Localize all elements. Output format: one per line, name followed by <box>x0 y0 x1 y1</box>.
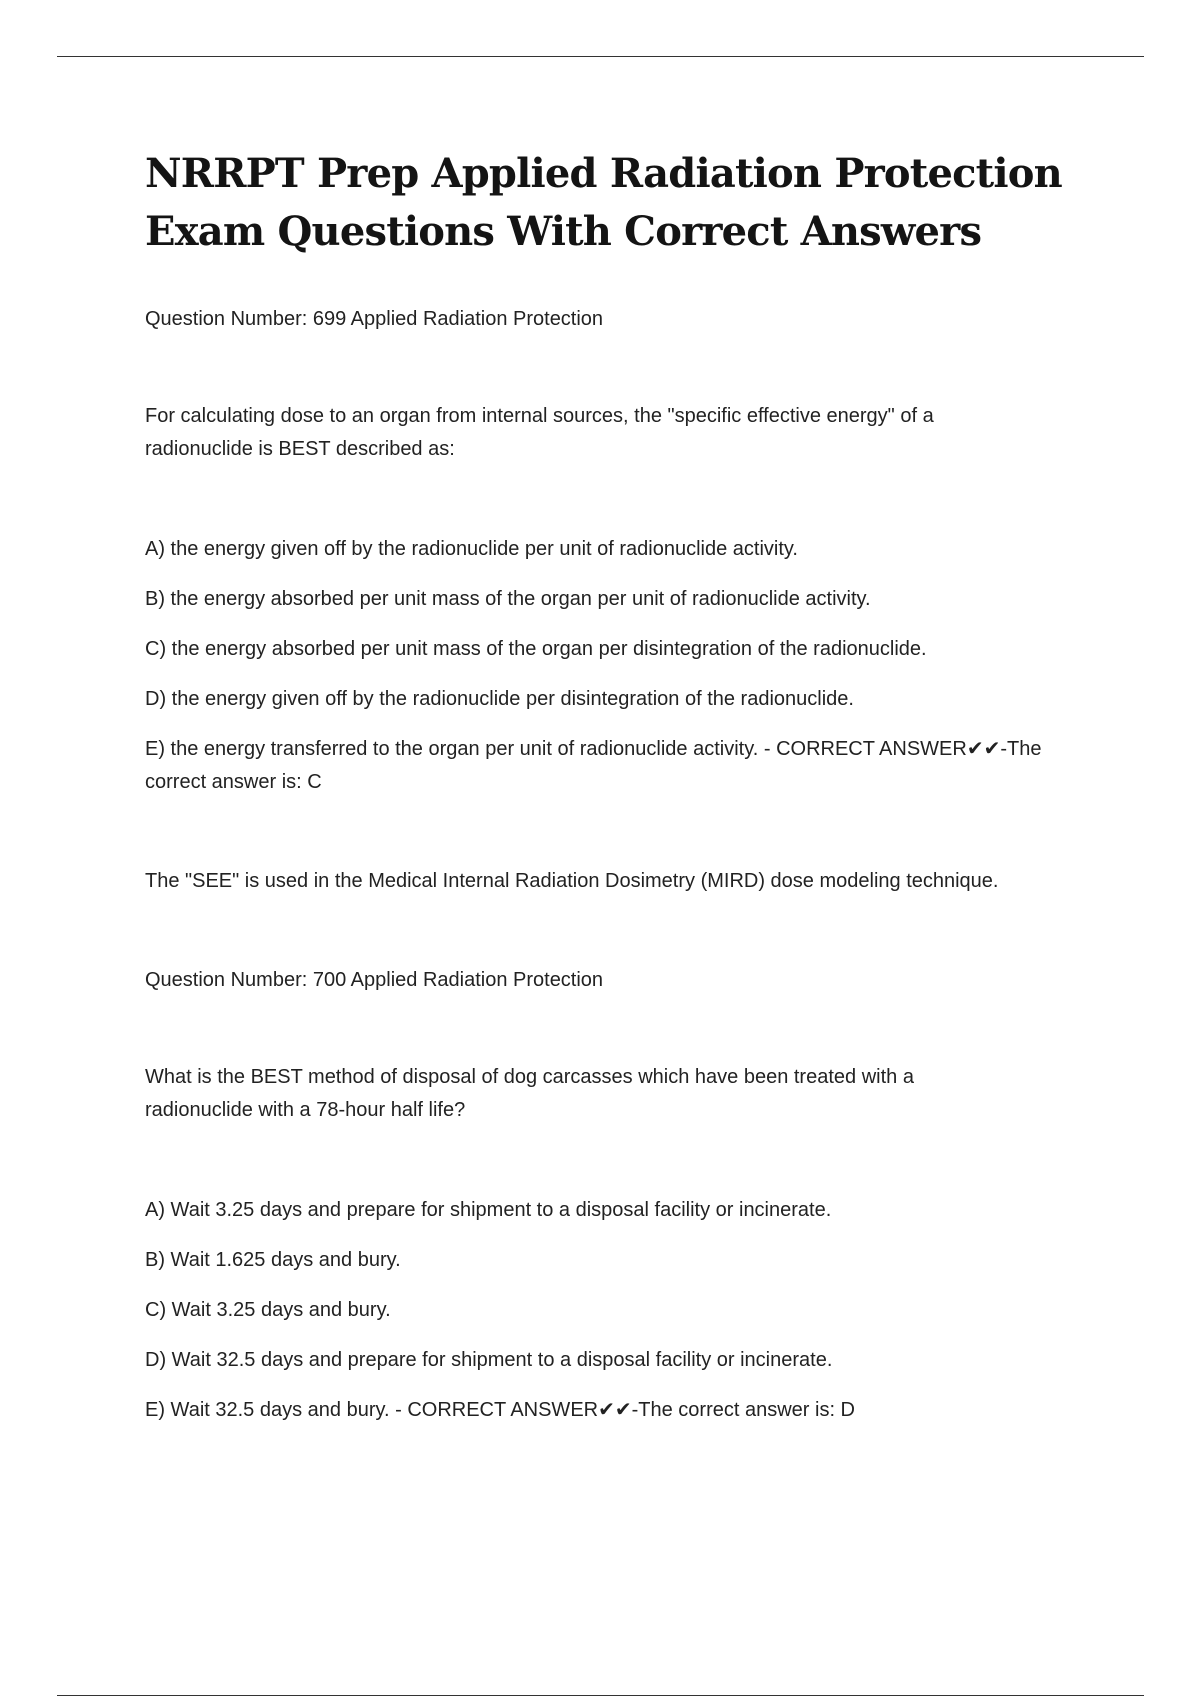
bottom-divider <box>57 1695 1144 1696</box>
answer-option-c: C) Wait 3.25 days and bury. <box>145 1299 391 1321</box>
top-divider <box>57 56 1144 57</box>
answer-option-e: E) the energy transferred to the organ per unit of radionuclide activity. - CORRECT ANSWER✔✔-The correct answer is: C <box>145 738 1042 793</box>
answer-option-d: D) Wait 32.5 days and prepare for shipment to a disposal facility or incinerate. <box>145 1349 833 1371</box>
answer-option-c: C) the energy absorbed per unit mass of the organ per disintegration of the radionuclide. <box>145 638 927 660</box>
question-number: Question Number: 699 Applied Radiation Protection <box>145 308 604 330</box>
question-prompt: What is the BEST method of disposal of dog carcasses which have been treated with a radionuclide with a 78-hour half life? <box>145 1066 914 1121</box>
question-number: Question Number: 700 Applied Radiation Protection <box>145 969 604 991</box>
answer-option-a: A) the energy given off by the radionuclide per unit of radionuclide activity. <box>145 538 798 560</box>
question-prompt: For calculating dose to an organ from internal sources, the "specific effective energy" of a radionuclide is BEST described as: <box>145 405 934 460</box>
question-block <box>145 303 1105 898</box>
answer-option-d: D) the energy given off by the radionuclide per disintegration of the radionuclide. <box>145 688 854 710</box>
answer-options <box>145 1194 1105 1427</box>
page-title: NRRPT Prep Applied Radiation Protection Exam Questions With Correct Answers <box>145 150 1062 255</box>
answer-option-a: A) Wait 3.25 days and prepare for shipment to a disposal facility or incinerate. <box>145 1199 832 1221</box>
document-body <box>145 145 1105 1427</box>
answer-option-e: E) Wait 32.5 days and bury. - CORRECT ANSWER✔✔-The correct answer is: D <box>145 1399 855 1421</box>
answer-explanation: The "SEE" is used in the Medical Internal Radiation Dosimetry (MIRD) dose modeling technique. <box>145 870 999 892</box>
question-block <box>145 964 1105 1427</box>
answer-options <box>145 533 1105 799</box>
answer-option-b: B) the energy absorbed per unit mass of the organ per unit of radionuclide activity. <box>145 588 871 610</box>
answer-option-b: B) Wait 1.625 days and bury. <box>145 1249 401 1271</box>
